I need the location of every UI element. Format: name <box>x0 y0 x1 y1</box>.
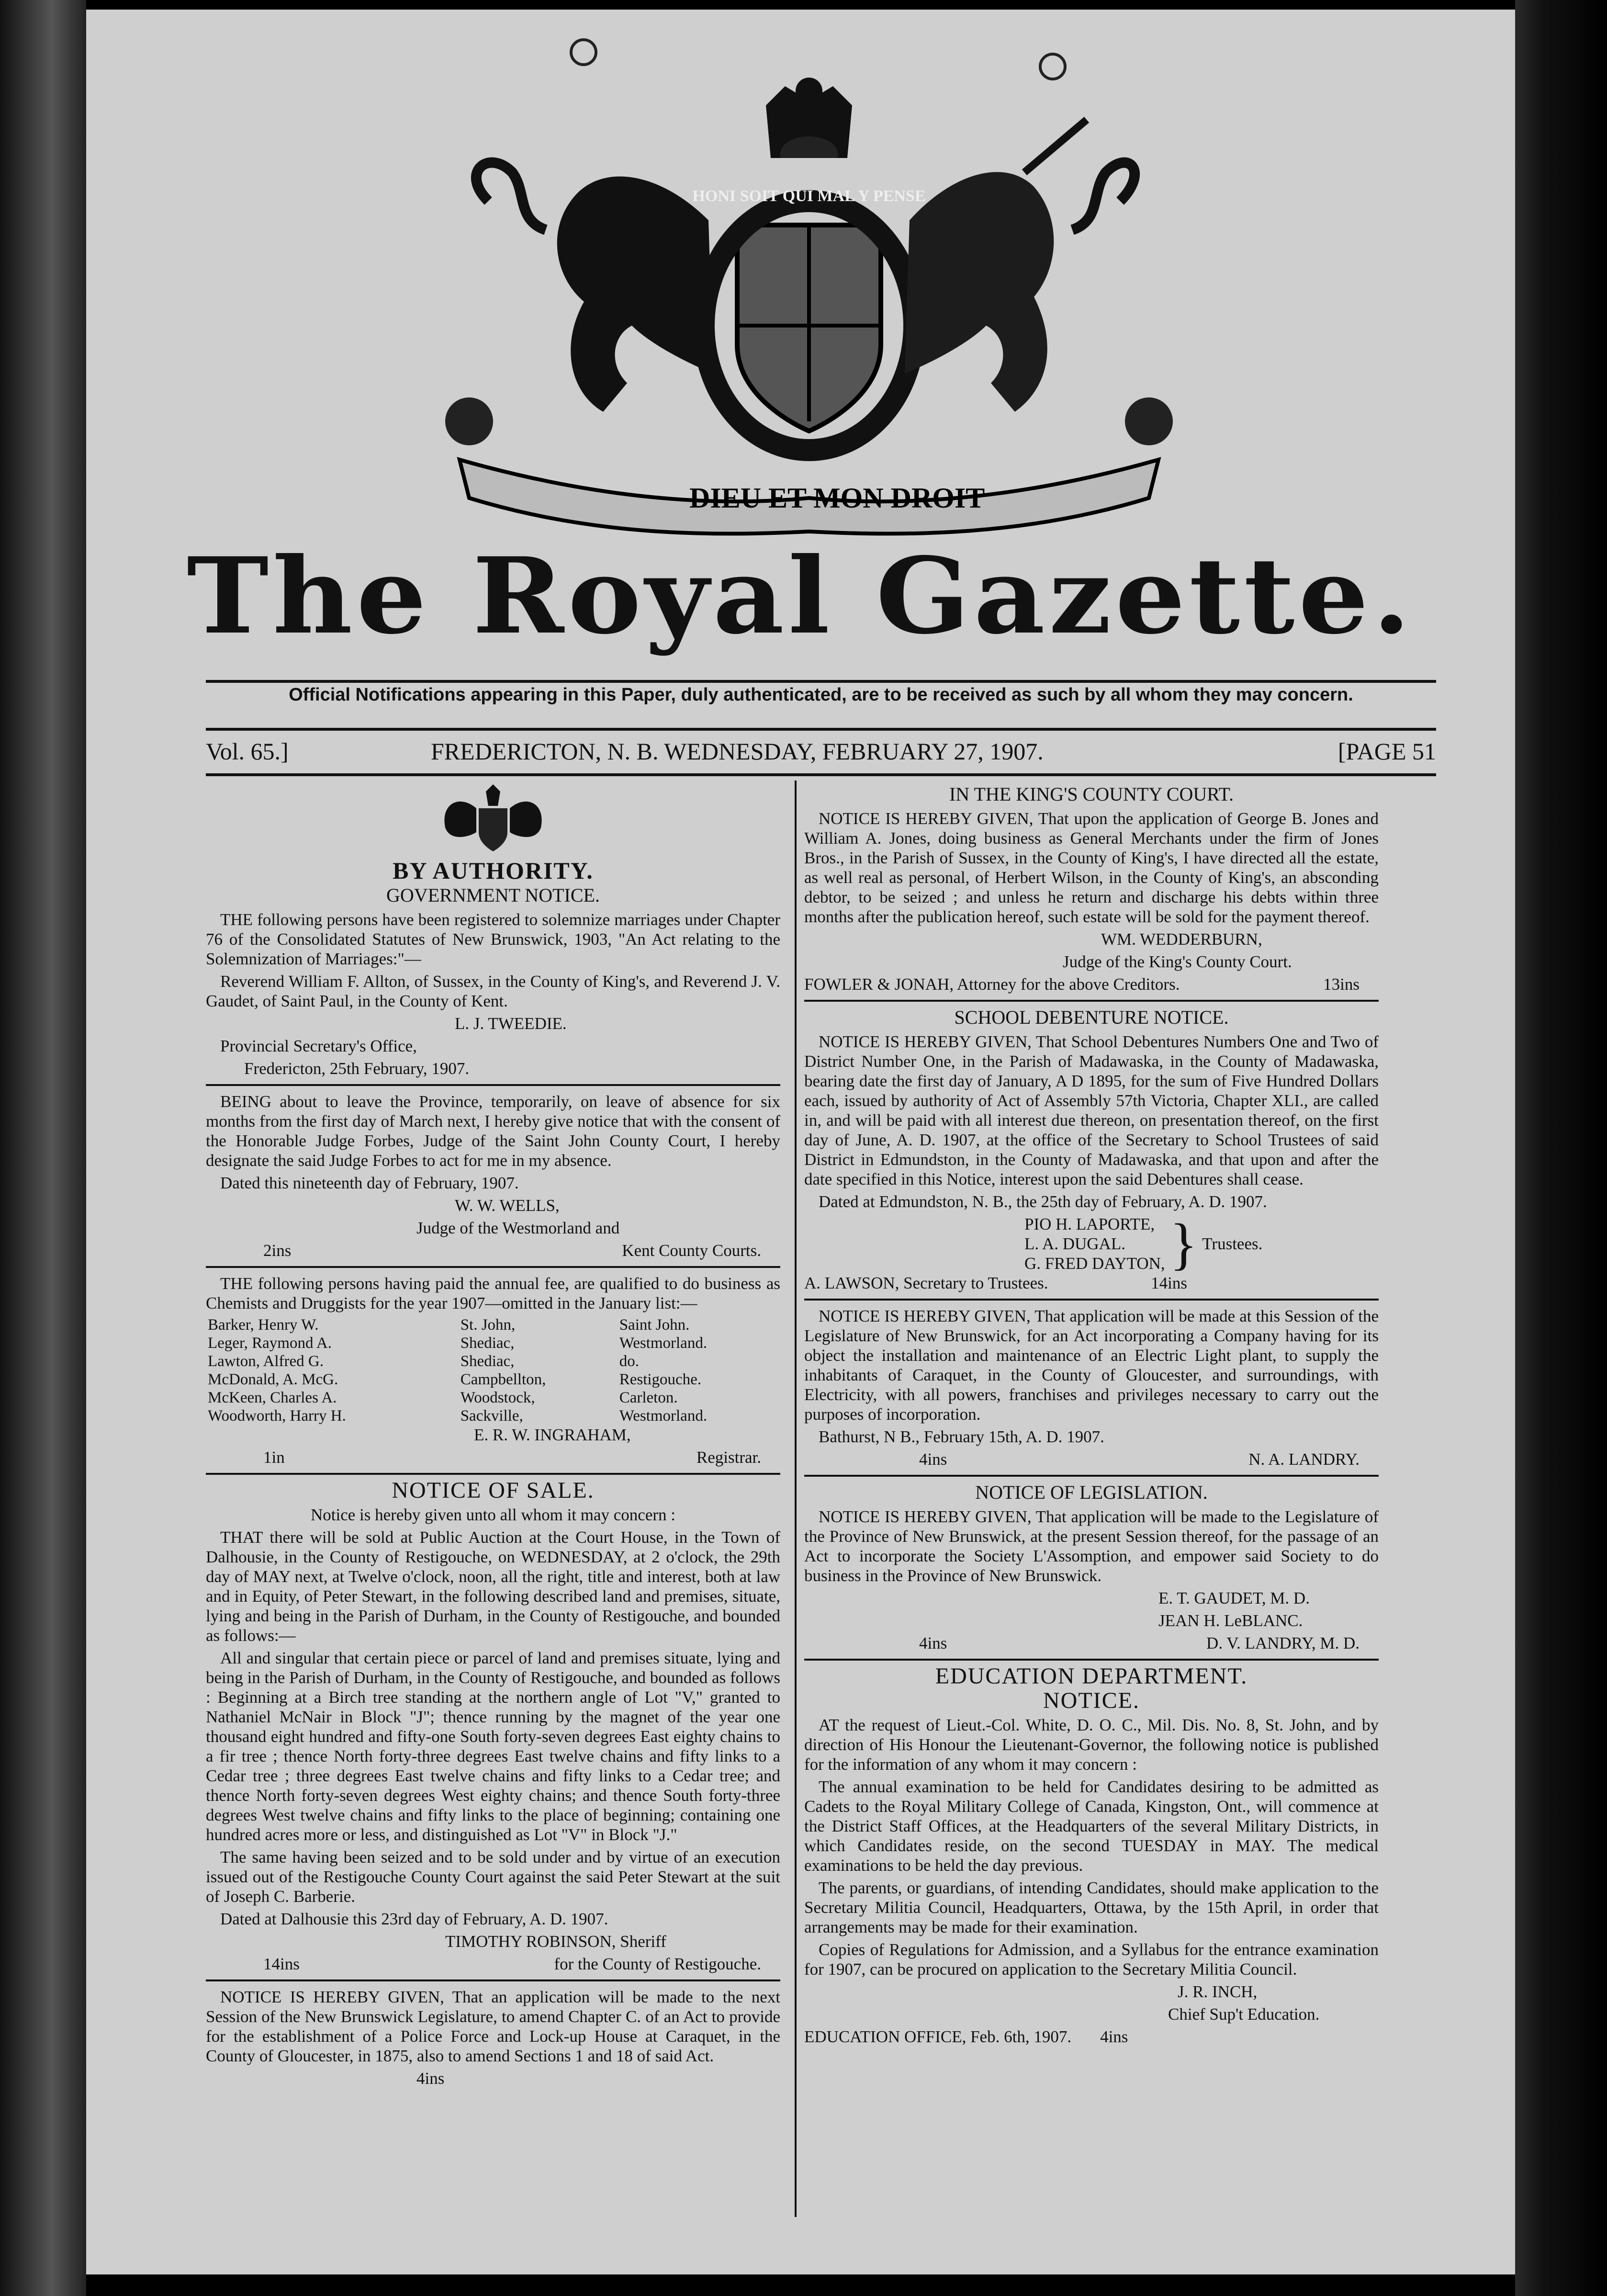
table-row <box>206 1389 780 1407</box>
separator <box>206 1979 780 1981</box>
electric-dated: Bathurst, N B., February 15th, A. D. 1907. <box>819 1427 1104 1446</box>
crest-scroll-text: DIEU ET MON DROIT <box>689 482 985 514</box>
druggist-name: Barker, Henry W. <box>208 1316 319 1334</box>
druggist-name: Leger, Raymond A. <box>208 1335 332 1352</box>
volume-row <box>206 737 1436 771</box>
druggist-town: St. John, <box>460 1316 516 1334</box>
sale-dated: Dated at Dalhousie this 23rd day of February, A. D. 1907. <box>220 1910 608 1928</box>
education-text-4: Copies of Regulations for Admission, and a Syllabus for the entrance examination for 1907, can be procured on application to the Secretary Militia Council. <box>804 1940 1379 1979</box>
leblanc-signature: JEAN H. LeBLANC. <box>1158 1611 1303 1630</box>
education-text-3: The parents, or guardians, of intending Candidates, should make application to the Secretary Militia Council, Headquarters, Ottawa, by the 15th April, in order that arrangements may be made for their examination. <box>804 1878 1379 1936</box>
druggist-town: Shediac, <box>460 1353 515 1370</box>
sheriff-title: for the County of Restigouche. <box>554 1955 761 1973</box>
page-edge <box>1515 0 1607 2296</box>
trustees-label: Trustees. <box>1202 1234 1263 1253</box>
table-row <box>206 1370 780 1389</box>
place-date: FREDERICTON, N. B. WEDNESDAY, FEBRUARY 27, 1907. <box>431 738 1044 765</box>
landry-signature: N. A. LANDRY. <box>1248 1450 1360 1469</box>
wells-notice-text: BEING about to leave the Province, temporarily, on leave of absence for six months from the first day of March next, I hereby give notice that with the consent of the Honorable Judge Forbes, Judge of the Saint John County Court, I hereby designate the said Judge Forbes to act for me in my absence. <box>206 1092 780 1170</box>
druggist-name: McDonald, A. McG. <box>208 1371 338 1388</box>
wells-title-2: Kent County Courts. <box>622 1241 761 1260</box>
druggist-county: Westmorland. <box>619 1335 708 1352</box>
education-ins-row <box>804 2027 1379 2047</box>
insertion-count: 4ins <box>416 2069 445 2088</box>
druggist-county: Saint John. <box>619 1316 690 1334</box>
wells-title: Judge of the Westmorland and <box>416 1219 620 1237</box>
insertion-count: 4ins <box>1100 2027 1128 2046</box>
wells-signature: W. W. WELLS, <box>455 1196 560 1215</box>
trustee-name: L. A. DUGAL. <box>1024 1234 1125 1253</box>
insertion-count: 4ins <box>919 1450 947 1469</box>
right-column <box>804 780 1379 2047</box>
education-office-date: EDUCATION OFFICE, Feb. 6th, 1907. <box>804 2027 1072 2046</box>
masthead-title: The Royal Gazette. <box>187 534 1415 658</box>
druggist-name: McKeen, Charles A. <box>208 1389 337 1406</box>
trustee-name: PIO H. LAPORTE, <box>1024 1215 1155 1233</box>
sale-text-3: The same having been seized and to be sold under and by virtue of an execution issued out of the Restigouche County Court against the said Peter Stewart at the suit of Joseph C. Barberie. <box>206 1848 780 1906</box>
school-debenture-heading: SCHOOL DEBENTURE NOTICE. <box>954 1007 1229 1028</box>
insertion-count: 13ins <box>1323 975 1360 994</box>
book-spine <box>0 0 86 2296</box>
secretary-line: A. LAWSON, Secretary to Trustees. <box>804 1274 1048 1292</box>
by-authority-heading: BY AUTHORITY. <box>393 857 594 884</box>
sale-text-1: THAT there will be sold at Public Auction at the Court House, in the Town of Dalhousie, in the County of Restigouche, on WEDNESDAY, at 2 o'clock, the 29th day of MAY next, at Twelve o'clock, noon, all the right, title and interest, both at law and in Equity, of Peter Stewart, in the following described land and premises, situate, lying and being in the Parish of Durham, in the County of Restigouche, and bounded as follows:— <box>206 1528 780 1645</box>
separator <box>804 1475 1379 1477</box>
druggist-county: Westmorland. <box>619 1407 708 1425</box>
separator <box>206 1084 780 1086</box>
brace-icon: } <box>1169 1211 1198 1276</box>
school-dated: Dated at Edmundston, N. B., the 25th day of February, A. D. 1907. <box>819 1192 1267 1211</box>
page-number: [PAGE 51 <box>1337 738 1436 765</box>
druggist-county: do. <box>619 1353 639 1370</box>
wedderburn-title: Judge of the King's County Court. <box>1063 952 1292 971</box>
left-column <box>206 780 780 2091</box>
table-row <box>206 1407 780 1425</box>
druggist-town: Woodstock, <box>460 1389 535 1406</box>
police-notice-text: NOTICE IS HEREBY GIVEN, That an application will be made to the next Session of the New Brunswick Legislature, to amend Chapter C. of an Act to provide for the establishment of a Police Force and Lock-up House at Caraquet, in the County of Gloucester, in 1875, also to amend Sections 1 and 18 of said Act. <box>206 1988 780 2065</box>
crest-garter-text: HONI SOIT QUI MAL Y PENSE <box>692 187 926 205</box>
royal-coat-of-arms <box>402 77 1216 536</box>
druggists-notice-text: THE following persons having paid the annual fee, are qualified to do business as Chemists and Druggists for the year 1907—omitted in the January list:— <box>206 1274 780 1312</box>
kings-notice-text: NOTICE IS HEREBY GIVEN, That upon the application of George B. Jones and William A. Jones, doing business as General Merchants under the firm of Jones Bros., in the Parish of Sussex, in the County of King's, I have directed all the estate, as well real as personal, of Herbert Wilson, in the County of King's, an absconding debtor, to be seized ; and unless he return and discharge his debts within three months after the publication hereof, such estate will be sold for the payment thereof. <box>804 809 1379 926</box>
sheriff-signature: TIMOTHY ROBINSON, Sheriff <box>445 1932 666 1951</box>
insertion-count: 2ins <box>263 1241 292 1260</box>
table-row <box>206 1316 780 1334</box>
rule <box>206 773 1436 776</box>
wells-ins-row <box>206 1241 780 1260</box>
table-row <box>206 1352 780 1370</box>
attorney-line: FOWLER & JONAH, Attorney for the above Creditors. <box>804 975 1180 994</box>
wells-dated: Dated this nineteenth day of February, 1907. <box>220 1174 519 1192</box>
gov-notice-signature: L. J. TWEEDIE. <box>455 1014 567 1033</box>
trustee-name: G. FRED DAYTON, <box>1024 1254 1165 1273</box>
table-row <box>206 1334 780 1352</box>
sale-ins-row <box>206 1954 780 1974</box>
small-crest-icon <box>431 784 555 856</box>
education-text-2: The annual examination to be held for Candidates desiring to be admitted as Cadets to the Royal Military College of Canada, Kingston, Ont., will commence at the District Staff Offices, at the Headquarters of the several Military Districts, in which Candidates reside, on the second TUESDAY in MAY. The medical examinations to be held the day previous. <box>804 1777 1379 1875</box>
gov-notice-text: THE following persons have been registered to solemnize marriages under Chapter 76 of the Consolidated Statutes of New Brunswick, 1903, "An Act relating to the Solemnization of Marriages:"— <box>206 910 780 968</box>
gazette-page <box>86 10 1515 2274</box>
gov-notice-names: Reverend William F. Allton, of Sussex, in the County of King's, and Reverend J. V. Gaudet, of Saint Paul, in the County of Kent. <box>206 972 780 1010</box>
rule <box>206 680 1436 683</box>
school-notice-text: NOTICE IS HEREBY GIVEN, That School Debentures Numbers One and Two of District Number One, in the Parish of Madawaska, in the County of Madawaska, bearing date the first day of January, A D 1895, for the sum of Five Hundred Dollars each, issued by authority of Act of Assembly 57th Victoria, Chapter XLI., are called in, and will be paid with all interest due thereon, on presentation thereof, on the first day of June, A. D. 1907, at the office of the Secretary to School Trustees of said District in Edmundston, in the County of Madawaska, and that upon and after the date specified in this Notice, interest upon the said Debentures shall cease. <box>804 1032 1379 1188</box>
electric-ins-row <box>804 1449 1379 1469</box>
registrar-signature: E. R. W. INGRAHAM, <box>474 1425 631 1444</box>
dv-landry-signature: D. V. LANDRY, M. D. <box>1206 1634 1360 1652</box>
wedderburn-signature: WM. WEDDERBURN, <box>1101 930 1262 949</box>
government-notice-heading: GOVERNMENT NOTICE. <box>386 884 600 906</box>
kings-ins-row <box>804 974 1379 994</box>
inch-signature: J. R. INCH, <box>1178 1982 1258 2001</box>
education-department-heading: EDUCATION DEPARTMENT. <box>935 1663 1248 1689</box>
official-notice-line: Official Notifications appearing in this Paper, duly authenticated, are to be received as such by all whom they may concern. <box>289 685 1353 705</box>
gov-notice-office: Provincial Secretary's Office, <box>220 1037 417 1055</box>
separator <box>804 1000 1379 1002</box>
sale-text-2: All and singular that certain piece or parcel of land and premises situate, lying and being in the Parish of Durham, in the County of Restigouche, and bounded as follows : Beginning at a Birch tree standing at the northern angle of Lot "V," granted to Nathaniel McNair in Block "J"; thence running by the magnet of the year one thousand eight hundred and fifty-one South forty-seven degrees East eighty chains to a fir tree ; thence North forty-three degrees East twelve chains and fifty links to a Cedar tree ; three degrees East twelve chains and fifty links to a Cedar tree; and thence North forty-seven degrees West eighty chains; and thence South forty-three degrees West twelve chains and fifty links to the place of beginning; containing one hundred acres more or less, and distinguished as Lot "V" in Block "J." <box>206 1649 780 1844</box>
druggist-name: Lawton, Alfred G. <box>208 1353 324 1370</box>
separator <box>804 1299 1379 1301</box>
druggist-town: Campbellton, <box>460 1371 546 1388</box>
druggist-town: Sackville, <box>460 1407 523 1425</box>
notice-of-legislation-heading: NOTICE OF LEGISLATION. <box>975 1482 1208 1503</box>
gov-notice-office-date: Fredericton, 25th February, 1907. <box>244 1059 470 1078</box>
electric-notice-text: NOTICE IS HEREBY GIVEN, That application will be made at this Session of the Legislature of New Brunswick, for an Act incorporating a Company having for its object the installation and maintenance of an Electric Light plant, to supply the inhabitants of Caraquet, in the County of Gloucester, and surroundings, with Electricity, with all powers, franchises and privileges necessary to carry out the purposes of incorporation. <box>804 1307 1379 1424</box>
rule <box>206 728 1436 731</box>
column-rule <box>795 780 797 2217</box>
insertion-count: 14ins <box>263 1955 300 1973</box>
sale-intro: Notice is hereby given unto all whom it may concern : <box>310 1505 676 1524</box>
education-notice-heading: NOTICE. <box>1043 1688 1140 1713</box>
legislation-notice-text: NOTICE IS HEREBY GIVEN, That application will be made to the Legislature of the Province of New Brunswick, at the present Session thereof, for the passage of an Act to incorporate the Society L'Assomption, and empower said Society to do business in the Province of New Brunswick. <box>804 1507 1379 1585</box>
insertion-count: 1in <box>263 1448 285 1467</box>
druggist-town: Shediac, <box>460 1335 515 1352</box>
druggist-name: Woodworth, Harry H. <box>208 1407 346 1425</box>
druggists-ins-row <box>206 1448 780 1467</box>
school-ins-row <box>804 1273 1379 1293</box>
gaudet-signature: E. T. GAUDET, M. D. <box>1158 1589 1310 1607</box>
kings-county-heading: IN THE KING'S COUNTY COURT. <box>949 783 1234 805</box>
trustees-names <box>1024 1214 1165 1273</box>
binding-hole <box>570 38 597 66</box>
separator <box>206 1473 780 1475</box>
registrar-title: Registrar. <box>696 1448 761 1467</box>
druggists-table <box>206 1316 780 1425</box>
druggist-county: Carleton. <box>619 1389 678 1406</box>
druggist-county: Restigouche. <box>619 1371 702 1388</box>
insertion-count: 14ins <box>1151 1274 1187 1292</box>
notice-of-sale-heading: NOTICE OF SALE. <box>392 1478 595 1503</box>
insertion-count: 4ins <box>919 1634 947 1652</box>
separator <box>804 1659 1379 1661</box>
education-text-1: AT the request of Lieut.-Col. White, D. O. C., Mil. Dis. No. 8, St. John, and by direction of His Honour the Lieutenant-Governor, the following notice is published for the information of any whom it may concern : <box>804 1716 1379 1774</box>
trustees-block <box>804 1211 1379 1276</box>
separator <box>206 1266 780 1268</box>
volume-number: Vol. 65.] <box>206 738 289 765</box>
legislation-ins-row <box>804 1633 1379 1653</box>
inch-title: Chief Sup't Education. <box>1168 2005 1320 2024</box>
